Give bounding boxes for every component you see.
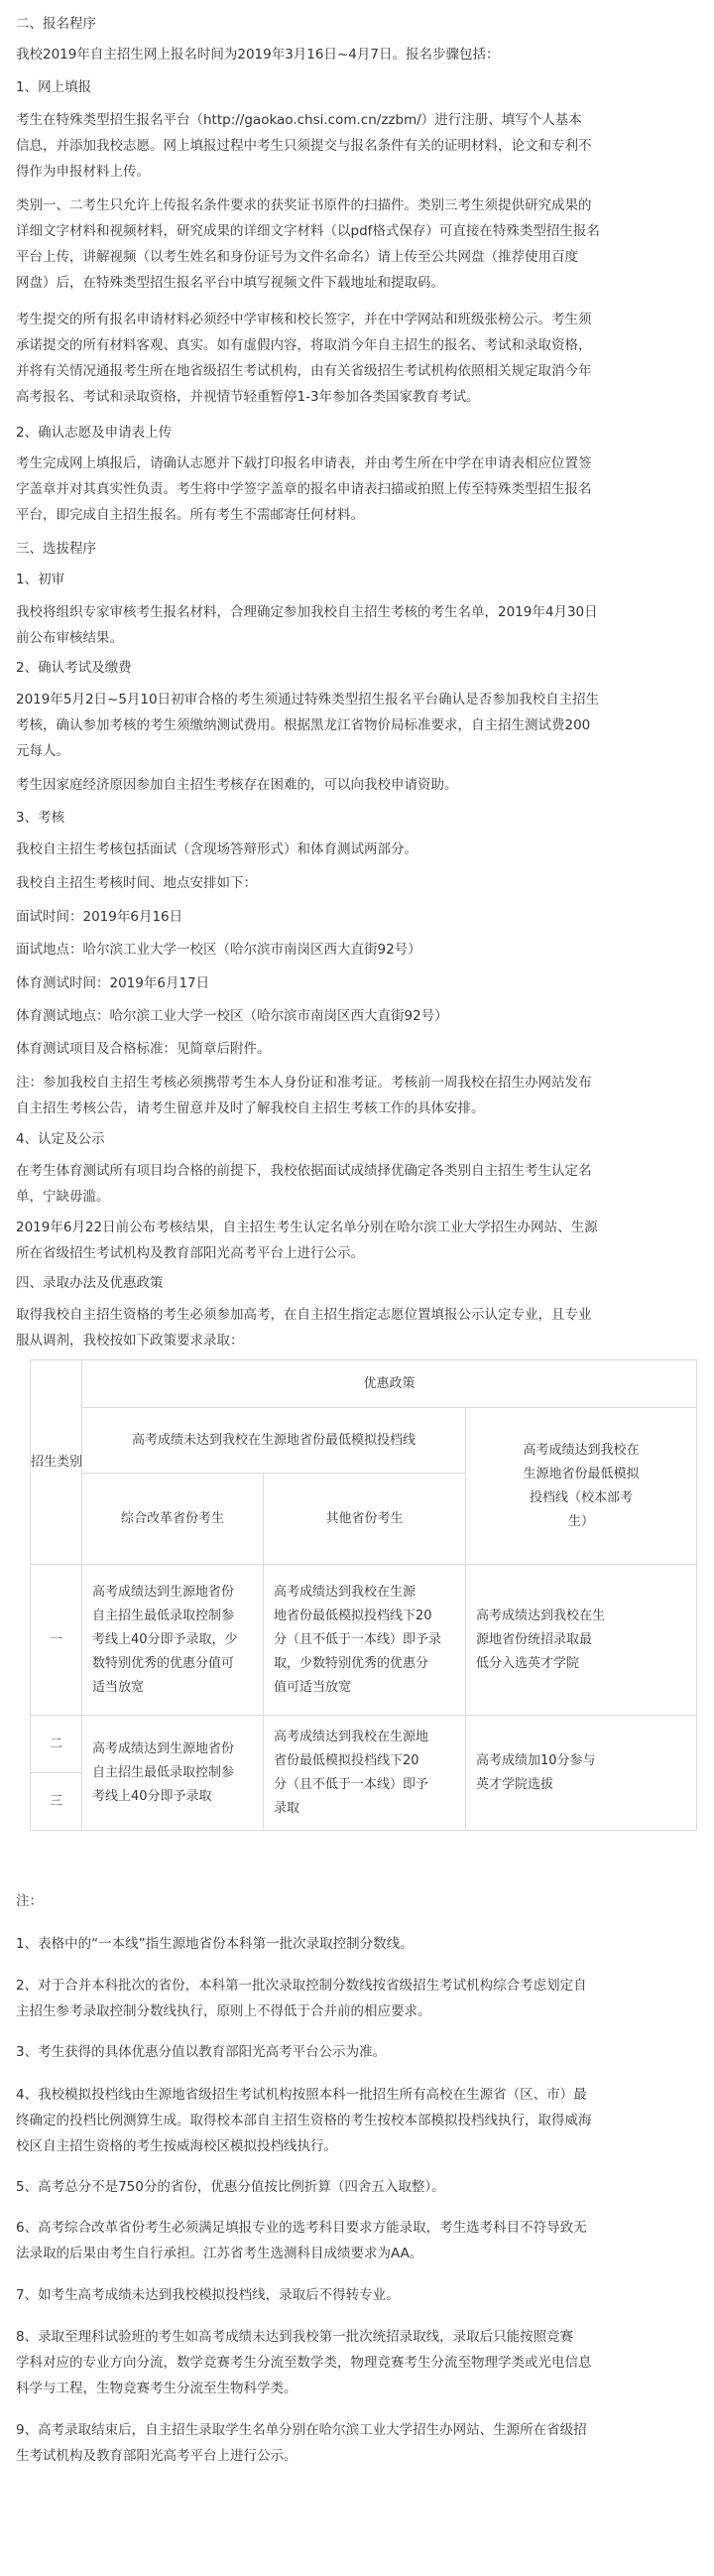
text-line: 取，少数特别优秀的优惠分 bbox=[274, 1655, 429, 1671]
text-line: 前公布审核结果。 bbox=[16, 630, 123, 646]
text-line: 注：参加我校自主招生考核必须携带考生本人身份证和准考证。考核前一周我校在招生办网站发布 bbox=[16, 1075, 592, 1091]
text-line: 终确定的投档比例测算生成。取得校本部自主招生资格的考生按校本部模拟投档线执行，取得威海 bbox=[16, 2113, 592, 2128]
text-line: 高考成绩达到我校在生源 bbox=[274, 1584, 416, 1600]
text-line: 高考成绩达到我校在生 bbox=[476, 1608, 606, 1623]
reform-policy-cell bbox=[82, 1716, 264, 1831]
text-line: 高考报名、考试和录取资格，并视情节轻重暂停1-3年参加各类国家教育考试。 bbox=[16, 389, 480, 405]
text-line: 考生因家庭经济原因参加自主招生考核存在困难的，可以向我校申请资助。 bbox=[16, 777, 458, 793]
text-line: 自主招生考核公告，请考生留意并及时了解我校自主招生考核工作的具体安排。 bbox=[16, 1100, 485, 1116]
text-line: 学科对应的专业方向分流，数学竞赛考生分流至数学类，物理竞赛考生分流至物理学类或光电信息 bbox=[16, 2355, 592, 2371]
text-line: 体育测试地点：哈尔滨工业大学一校区（哈尔滨市南岗区西大直街92号） bbox=[16, 1008, 448, 1024]
paragraph bbox=[16, 193, 698, 296]
table-row bbox=[31, 1565, 697, 1716]
paragraph bbox=[16, 1158, 698, 1210]
text-line: 字盖章并对其真实性负责。考生将中学签字盖章的报名申请表扫描或拍照上传至特殊类型招生报名 bbox=[16, 481, 592, 497]
text-line: 低分入选英才学院 bbox=[476, 1655, 580, 1671]
header-other-province bbox=[264, 1474, 466, 1565]
paragraph bbox=[16, 307, 698, 410]
text-line: 平台上传，讲解视频（以考生姓名和身份证号为文件名命名）请上传至公共网盘（推荐使用百度 bbox=[16, 249, 578, 265]
text-line: 英才学院选拔 bbox=[476, 1776, 554, 1792]
interview-place bbox=[16, 937, 698, 963]
text-line: 元每人。 bbox=[16, 743, 69, 759]
text-line: 三、选拔程序 bbox=[16, 541, 96, 557]
text-line: 8、录取至理科试验班的考生如高考成绩未达到我校第一批次统招录取线，录取后只能按照竞赛 bbox=[16, 2329, 574, 2345]
paragraph bbox=[16, 687, 698, 764]
text-line: 在考生体育测试所有项目均合格的前提下，我校依据面试成绩择优确定各类别自主招生考生认定名 bbox=[16, 1163, 592, 1179]
text-line: 源地省份统招录取最 bbox=[476, 1631, 593, 1647]
text-line: 面试时间：2019年6月16日 bbox=[16, 909, 183, 925]
text-line: 3、考生获得的具体优惠分值以教育部阳光高考平台公示为准。 bbox=[16, 2044, 387, 2060]
text-line: 招生类别 bbox=[31, 1454, 83, 1470]
sub-heading bbox=[16, 567, 698, 592]
reform-policy-cell bbox=[82, 1565, 264, 1716]
section-heading bbox=[16, 11, 698, 37]
paragraph bbox=[16, 42, 698, 67]
text-line: 地省份最低模拟投档线下20 bbox=[274, 1608, 432, 1623]
other-policy-cell bbox=[264, 1716, 466, 1831]
text-line: 信息，并添加我校志愿。网上填报过程中考生只须提交与报名条件有关的证明材料，论文和专利不 bbox=[16, 138, 592, 154]
text-line: 2、确认志愿及申请表上传 bbox=[16, 425, 173, 441]
paragraph bbox=[16, 599, 698, 651]
text-line: 体育测试项目及合格标准：见简章后附件。 bbox=[16, 1041, 271, 1057]
sub-heading bbox=[16, 1126, 698, 1152]
text-line: 生考试机构及教育部阳光高考平台上进行公示。 bbox=[16, 2448, 298, 2464]
text-line: 并将有关情况通报考生所在地省级招生考试机构，由有关省级招生考试机构依照相关规定取消今年 bbox=[16, 363, 592, 379]
text-line: 考生在特殊类型招生报名平台（http://gaokao.chsi.com.cn/zzbm/）进行注册、填写个人基本 bbox=[16, 112, 582, 128]
paragraph bbox=[16, 451, 698, 528]
text-line: 单，宁缺毋滥。 bbox=[16, 1189, 110, 1205]
interview-time bbox=[16, 904, 698, 930]
note-item bbox=[16, 2039, 698, 2065]
pe-test-items bbox=[16, 1036, 698, 1062]
text-line: 高考成绩加10分参与 bbox=[476, 1752, 596, 1768]
section-heading bbox=[16, 1270, 698, 1296]
text-line: 分（且不低于一本线）即予录 bbox=[274, 1631, 442, 1647]
text-line: 省份最低模拟投档线下20 bbox=[274, 1752, 419, 1768]
text-line: 录取 bbox=[274, 1800, 300, 1816]
note-item bbox=[16, 2282, 698, 2308]
text-line: 自主招生最低录取控制参 bbox=[92, 1764, 235, 1780]
text-line: 高考成绩未达到我校在生源地省份最低模拟投档线 bbox=[131, 1432, 416, 1448]
text-line: 考生完成网上填报后，请确认志愿并下载打印报名申请表，并由考生所在中学在申请表相应位置签 bbox=[16, 455, 592, 471]
text-line: 3、考核 bbox=[16, 810, 65, 826]
text-line: 校区自主招生资格的考生按威海校区模拟投档线执行。 bbox=[16, 2138, 337, 2154]
header-category bbox=[31, 1360, 82, 1565]
text-line: 类别一、二考生只允许上传报名条件要求的获奖证书原件的扫描件。类别三考生须提供研究成果的 bbox=[16, 197, 592, 213]
pe-test-place bbox=[16, 1003, 698, 1029]
paragraph bbox=[16, 772, 698, 798]
paragraph bbox=[16, 1302, 698, 1353]
text-line: 高考成绩达到生源地省份 bbox=[92, 1740, 235, 1756]
text-line: 注： bbox=[16, 1893, 43, 1909]
text-line: 适当放宽 bbox=[92, 1679, 145, 1695]
note-item bbox=[16, 2324, 698, 2401]
note-item bbox=[16, 1973, 698, 2024]
other-policy-cell bbox=[264, 1565, 466, 1716]
header-not-reached bbox=[82, 1408, 466, 1474]
sub-heading bbox=[16, 74, 698, 100]
text-line: 网盘）后，在特殊类型招生报名平台中填写视频文件下载地址和提取码。 bbox=[16, 275, 444, 291]
text-line: 分（且不低于一本线）即予 bbox=[274, 1776, 429, 1792]
reached-policy-cell bbox=[466, 1716, 697, 1831]
text-line: 其他省份考生 bbox=[325, 1510, 404, 1526]
paragraph bbox=[16, 870, 698, 896]
text-line: 平台，即完成自主招生报名。所有考生不需邮寄任何材料。 bbox=[16, 507, 364, 523]
text-line: 综合改革省份考生 bbox=[120, 1510, 224, 1526]
note-item bbox=[16, 2174, 698, 2200]
header-reached bbox=[466, 1408, 697, 1565]
text-line: 值可适当放宽 bbox=[274, 1679, 352, 1695]
text-line: 1、网上填报 bbox=[16, 79, 92, 95]
text-line: 我校自主招生考核包括面试（含现场答辩形式）和体育测试两部分。 bbox=[16, 841, 417, 857]
text-line: 1、表格中的“一本线”指生源地省份本科第一批次录取控制分数线。 bbox=[16, 1936, 414, 1952]
text-line: 自主招生最低录取控制参 bbox=[92, 1608, 235, 1623]
paragraph bbox=[16, 837, 698, 862]
text-line: 我校将组织专家审核考生报名材料，合理确定参加我校自主招生考核的考生名单，2019年4月30日 bbox=[16, 604, 598, 620]
text-line: 数特别优秀的优惠分值可 bbox=[92, 1655, 235, 1671]
text-line: 2、确认考试及缴费 bbox=[16, 660, 132, 676]
policy-table bbox=[30, 1359, 697, 1831]
paragraph bbox=[16, 107, 698, 185]
sub-heading bbox=[16, 655, 698, 681]
note-item bbox=[16, 2215, 698, 2266]
paragraph bbox=[16, 1070, 698, 1121]
text-line: 2019年5月2日~5月10日初审合格的考生须通过特殊类型招生报名平台确认是否参加我校自主招生 bbox=[16, 692, 600, 708]
section-heading bbox=[16, 536, 698, 562]
table-row bbox=[31, 1360, 697, 1408]
text-line: 主招生参考录取控制分数线执行，原则上不得低于合并前的相应要求。 bbox=[16, 2003, 431, 2019]
text-line: 2019年6月22日前公布考核结果，自主招生考生认定名单分别在哈尔滨工业大学招生办网站、生源 bbox=[16, 1220, 598, 1235]
table-row bbox=[31, 1716, 697, 1773]
text-line: 生源地省份最低模拟 bbox=[523, 1466, 640, 1481]
sub-heading bbox=[16, 420, 698, 446]
header-policy bbox=[82, 1360, 697, 1408]
text-line: 考线上40分即予录取 bbox=[92, 1788, 212, 1804]
text-line: 1、初审 bbox=[16, 572, 65, 587]
text-line: 二、报名程序 bbox=[16, 16, 96, 32]
text-line: 4、我校模拟投档线由生源地省级招生考试机构按照本科一批招生所有高校在生源省（区、市）最 bbox=[16, 2087, 587, 2103]
reached-policy-cell bbox=[466, 1565, 697, 1716]
pe-test-time bbox=[16, 970, 698, 996]
text-line: 优惠政策 bbox=[363, 1375, 416, 1391]
text-line: 6、高考综合改革省份考生必须满足填报专业的选考科目要求方能录取，考生选考科目不符导致无 bbox=[16, 2220, 587, 2236]
text-line: 考核，确认参加考核的考生须缴纳测试费用。根据黑龙江省物价局标准要求，自主招生测试费200 bbox=[16, 717, 591, 733]
text-line: 高考成绩达到我校在生源地 bbox=[274, 1729, 429, 1744]
text-line: 我校自主招生考核时间、地点安排如下： bbox=[16, 875, 257, 891]
table-row bbox=[31, 1408, 697, 1474]
text-line: 高考成绩达到我校在 bbox=[523, 1442, 640, 1458]
text-line: 7、如考生高考成绩未达到我校模拟投档线，录取后不得转专业。 bbox=[16, 2287, 400, 2303]
text-line: 四、录取办法及优惠政策 bbox=[16, 1275, 164, 1291]
note-item bbox=[16, 2417, 698, 2469]
text-line: 生） bbox=[567, 1513, 594, 1529]
text-line: 所在省级招生考试机构及教育部阳光高考平台上进行公示。 bbox=[16, 1245, 364, 1261]
notes-heading bbox=[16, 1888, 698, 1914]
text-line: 4、认定及公示 bbox=[16, 1131, 105, 1147]
category-cell: 二 bbox=[31, 1716, 82, 1773]
header-reform-province bbox=[82, 1474, 264, 1565]
text-line: 考线上40分即予录取，少 bbox=[92, 1631, 238, 1647]
text-line: 承诺提交的所有材料客观、真实。如有虚假内容，将取消今年自主招生的报名、考试和录取资格， bbox=[16, 337, 592, 353]
text-line: 9、高考录取结束后，自主招生录取学生名单分别在哈尔滨工业大学招生办网站、生源所在省级招 bbox=[16, 2422, 587, 2438]
sub-heading bbox=[16, 805, 698, 831]
note-item bbox=[16, 2082, 698, 2159]
text-line: 详细文字材料和视频材料，研究成果的详细文字材料（以pdf格式保存）可直接在特殊类型招生报名 bbox=[16, 223, 600, 239]
text-line: 我校2019年自主招生网上报名时间为2019年3月16日~4月7日。报名步骤包括： bbox=[16, 47, 500, 63]
text-line: 考生提交的所有报名申请材料必须经中学审核和校长签字，并在中学网站和班级张榜公示。考生须 bbox=[16, 312, 592, 327]
text-line: 高考成绩达到生源地省份 bbox=[92, 1584, 235, 1600]
text-line: 得作为申报材料上传。 bbox=[16, 164, 150, 180]
category-cell: 一 bbox=[31, 1565, 82, 1716]
text-line: 2、对于合并本科批次的省份，本科第一批次录取控制分数线按省级招生考试机构综合考虑划定自 bbox=[16, 1978, 587, 1994]
text-line: 体育测试时间：2019年6月17日 bbox=[16, 975, 210, 991]
text-line: 科学与工程，生物竞赛考生分流至生物科学类。 bbox=[16, 2381, 298, 2396]
text-line: 法录取的后果由考生自行承担。江苏省考生选测科目成绩要求为AA。 bbox=[16, 2246, 423, 2261]
text-line: 面试地点：哈尔滨工业大学一校区（哈尔滨市南岗区西大直街92号） bbox=[16, 942, 421, 958]
text-line: 5、高考总分不是750分的省份，优惠分值按比例折算（四舍五入取整）。 bbox=[16, 2179, 445, 2195]
note-item bbox=[16, 1931, 698, 1957]
paragraph bbox=[16, 1215, 698, 1266]
text-line: 投档线（校本部考 bbox=[529, 1489, 633, 1505]
text-line: 取得我校自主招生资格的考生必须参加高考，在自主招生指定志愿位置填报公示认定专业，且专业 bbox=[16, 1307, 592, 1323]
category-cell: 三 bbox=[31, 1773, 82, 1831]
text-line: 服从调剂，我校按如下政策要求录取： bbox=[16, 1333, 244, 1349]
